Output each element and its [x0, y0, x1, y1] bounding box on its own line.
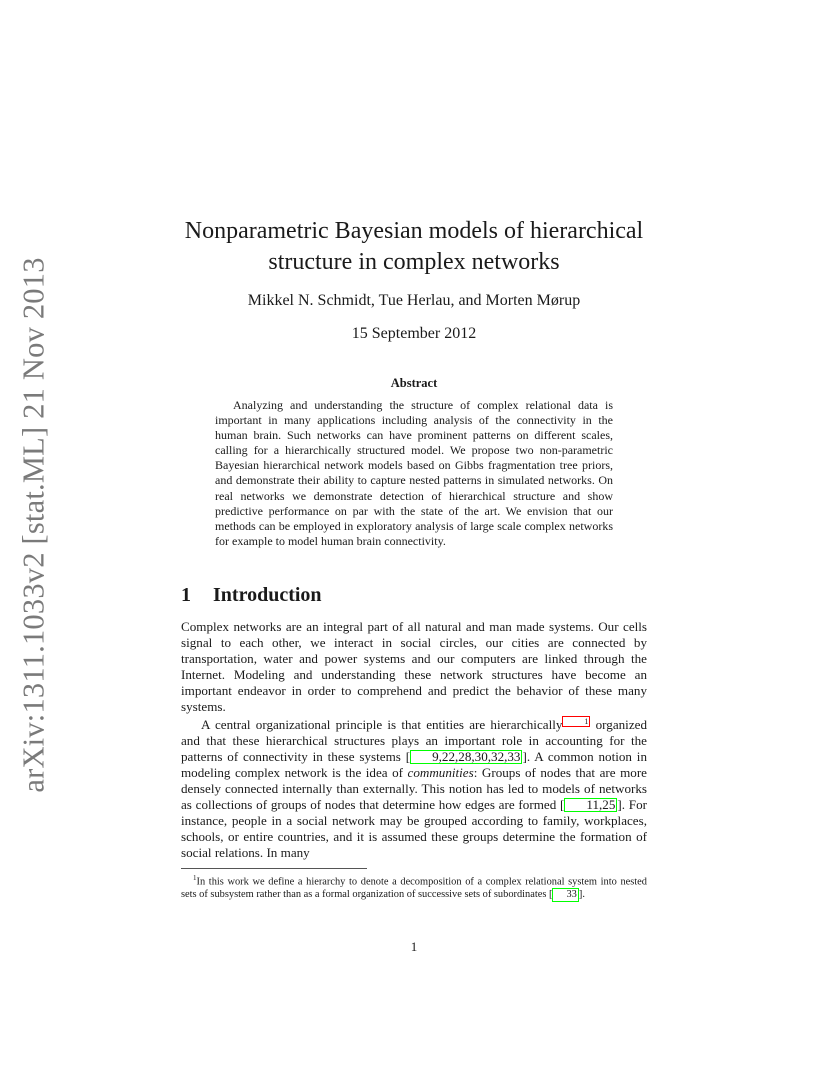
footnote-rule: [181, 868, 367, 869]
paragraph-2-text: organized and that these hierarchical structures plays an important role in accounting for the patterns of connectivity in these systems: [181, 716, 647, 764]
section-heading: [181, 584, 647, 607]
abstract-text: Analyzing and understanding the structure of complex relational data is important in many applications including analysis of the connectivity in the human brain. Such networks can have prominent patterns on different scales, calling for a hierarchically structured model. We propose two non-parametric Bayesian hierarchical network models based on Gibbs fragmentation tree priors, and demonstrate their ability to capture nested patterns in simulated networks. On real networks we demonstrate detection of hierarchical structure and show predictive performance on par with the state of the art. We envision that our methods can be employed in exploratory analysis of large scale complex networks for example to model human brain connectivity.: [215, 398, 613, 548]
paragraph-2-text: . A common notion in modeling complex network is the idea of: [181, 748, 647, 780]
paragraph-2-text: A central organizational principle is that entities are hierarchically: [201, 716, 563, 732]
paragraph-2: A central organizational principle is that entities are hierarchically 1 organized and that these hierarchical structures plays an important role in accounting for the patterns of connectivity in these systems [ 9,22,28,30,32,33 ]. A common notion in modeling complex network is the idea of communities: Groups of nodes that are more densely connected internally than externally. This notion has led to models of networks as collections of groups of nodes that determine how edges are formed [ 11,25 ]. For instance, people in a social network may be grouped according to family, workplaces, schools, or entire countries, and it is assumed these groups determine the formation of social relations. In many: [181, 716, 647, 861]
body-text: [181, 619, 647, 861]
footnote-mark: 1: [193, 874, 197, 882]
footnote: $^1$In this work we define a hierarchy to denote a decomposition of a complex relational system into nested sets of subsystem rather than as a formal organization of successive sets of subordinates [ 33 ].: [181, 874, 647, 901]
footnote-text: In this work we define a hierarchy to denote a decomposition of a complex relational system into nested sets of subsystem rather than as a formal organization of successive sets of subordinates: [181, 876, 647, 901]
paragraph-1: Complex networks are an integral part of all natural and man made systems. Our cells signal to each other, we interact in social circles, our cities are connected by transportation, water and power systems and our computers are linked through the Internet. Modeling and understanding these network structures have become an important endeavor in order to comprehend and predict the behavior of these many systems.: [181, 619, 647, 715]
page-number: 1: [410, 939, 418, 954]
citation-link[interactable]: 9,22,28,30,32,33: [410, 750, 522, 764]
paragraph-2-text: . For instance, people in a social network may be grouped according to family, workplaces, schools, or entire countries, and it is assumed these groups determine the formation of social relations. In many: [181, 797, 647, 861]
section-number: 1: [181, 584, 191, 606]
footnote-end: .: [582, 889, 585, 901]
footnote-reference-link[interactable]: 1: [562, 716, 590, 727]
paper-title: [0, 216, 828, 278]
title-line-1: Nonparametric Bayesian models of hierarchical: [184, 218, 644, 244]
abstract-heading: Abstract: [390, 376, 438, 390]
paragraph-2-text: : Groups of nodes that are more densely connected internally than externally. This notion has led to models of networks as collections of groups of nodes that determine how edges are formed: [181, 764, 647, 813]
citation-link[interactable]: 33: [552, 888, 578, 902]
section-title: Introduction: [213, 584, 322, 606]
citation-link[interactable]: 11,25: [564, 798, 617, 812]
date: 15 September 2012: [351, 325, 477, 342]
title-line-2: structure in complex networks: [268, 249, 560, 275]
authors: Mikkel N. Schmidt, Tue Herlau, and Morten Mørup: [247, 292, 581, 309]
arxiv-identifier-text: arXiv:1311.1033v2 [stat.ML] 21 Nov 2013: [16, 257, 51, 793]
emphasis-communities: communities: [407, 764, 474, 780]
